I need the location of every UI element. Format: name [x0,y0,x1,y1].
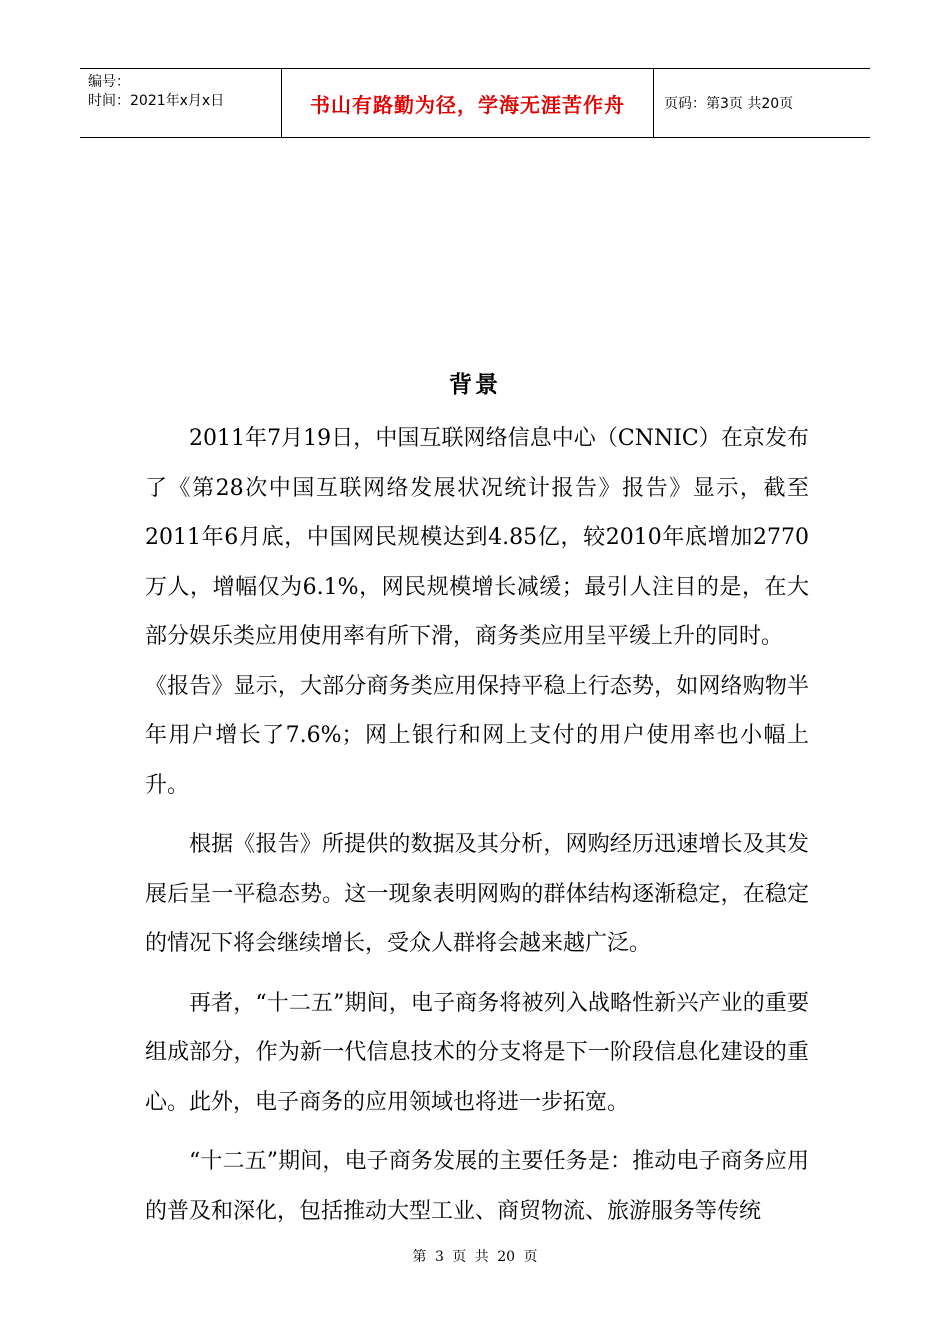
page-footer: 第 3 页 共 20 页 [412,1249,538,1265]
paragraph-4: 再者，“十二五”期间，电子商务将被列入战略性新兴产业的重要组成部分，作为新一代信息技术的分支将是下一阶段信息化建设的重心。此外，电子商务的应用领域也将进一步拓宽。 [145,990,809,1115]
paragraph-2: 《报告》显示，大部分商务类应用保持平稳上行态势，如网络购物半年用户增长了7.6%；网上银行和网上支付的用户使用率也小幅上升。 [145,673,809,798]
header-meta-cell [80,69,282,137]
document-number-label: 编号： [88,74,130,90]
paragraph-3: 根据《报告》所提供的数据及其分析，网购经历迅速增长及其发展后呈一平稳态势。这一现象表明网购的群体结构逐渐稳定，在稳定的情况下将会继续增长，受众人群将会越来越广泛。 [145,832,809,956]
paragraph-1: 2011年7月19日，中国互联网络信息中心（CNNIC）在京发布了《第28次中国互联网络发展状况统计报告》报告》显示，截至2011年6月底，中国网民规模达到4.85亿，较2010年底增加2770万人，增幅仅为6.1%，网民规模增长减缓；最引人注目的是，在大部分娱乐类应用使用率有所下滑，商务类应用呈平缓上升的同时。 [145,426,809,649]
section-title: 背景 [449,372,501,398]
document-time-label: 时间：2021年x月x日 [88,93,225,109]
header-page-cell [654,69,870,137]
paragraph-5: “十二五”期间，电子商务发展的主要任务是：推动电子商务应用的普及和深化，包括推动大型工业、商贸物流、旅游服务等传统 [145,1149,809,1224]
header-motto-cell [282,69,654,137]
header-page-info: 页码：第3页 共20页 [664,96,794,112]
document-body [145,414,809,1236]
document-header [80,68,870,138]
header-motto: 书山有路勤为径，学海无涯苦作舟 [310,92,625,117]
